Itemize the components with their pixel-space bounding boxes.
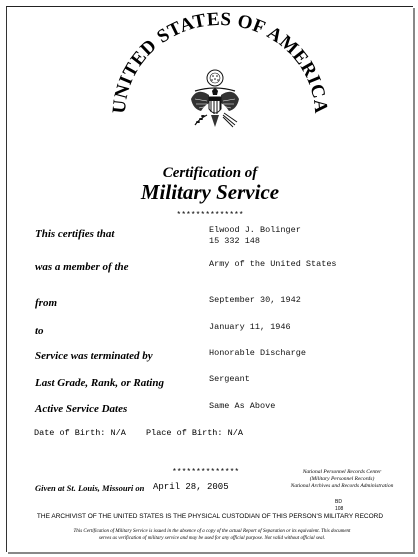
given-date: April 28, 2005 — [153, 482, 229, 492]
grade-label: Last Grade, Rank, or Rating — [35, 377, 164, 389]
certificate-title-line2: Military Service — [140, 180, 280, 204]
service-member-name: Elwood J. Bolinger — [209, 225, 301, 235]
terminated-value: Honorable Discharge — [209, 348, 306, 358]
from-label: from — [35, 297, 57, 309]
footnote-line2: serves as verification of military service and may be used for any official purpose. Not valid without official seal. — [98, 536, 326, 541]
date-of-birth: Date of Birth: N/A — [34, 428, 126, 438]
arched-heading-text: UNITED STATES OF AMERICA — [108, 8, 332, 115]
service-number: 15 332 148 — [209, 236, 261, 246]
certifies-label: This certifies that — [35, 228, 115, 240]
member-value: Army of the United States — [209, 259, 337, 269]
to-date: January 11, 1946 — [209, 322, 291, 332]
active-dates-value: Same As Above — [209, 401, 276, 411]
nprc-line2: (Military Personnel Records) — [309, 476, 375, 482]
archivist-statement: THE ARCHIVIST OF THE UNITED STATES IS THE PHYSICAL CUSTODIAN OF THIS PERSON'S MILITARY RECORD — [36, 513, 384, 520]
member-label: was a member of the — [35, 261, 129, 273]
active-dates-label: Active Service Dates — [35, 403, 128, 415]
form-code-1: BD — [335, 499, 342, 505]
from-date: September 30, 1942 — [209, 295, 301, 305]
form-code-2: 108 — [335, 506, 344, 512]
signature-stars: ************** — [172, 468, 240, 477]
nprc-line1: National Personnel Records Center — [302, 469, 382, 475]
great-seal-eagle-icon — [187, 69, 243, 135]
certificate-page — [6, 6, 413, 552]
certificate-title-line1: Certification of — [162, 165, 258, 181]
grade-value: Sergeant — [209, 374, 250, 384]
to-label: to — [35, 325, 44, 337]
given-at-label: Given at St. Louis, Missouri on — [35, 483, 145, 493]
title-stars: ************** — [176, 211, 244, 220]
footnote-line1: This Certification of Military Service is issued in the absence of a copy of the actual Report of Separation or its equivalent. This document — [73, 529, 351, 534]
terminated-label: Service was terminated by — [35, 350, 153, 362]
place-of-birth: Place of Birth: N/A — [146, 428, 243, 438]
nprc-line3: National Archives and Records Administration — [290, 483, 394, 489]
